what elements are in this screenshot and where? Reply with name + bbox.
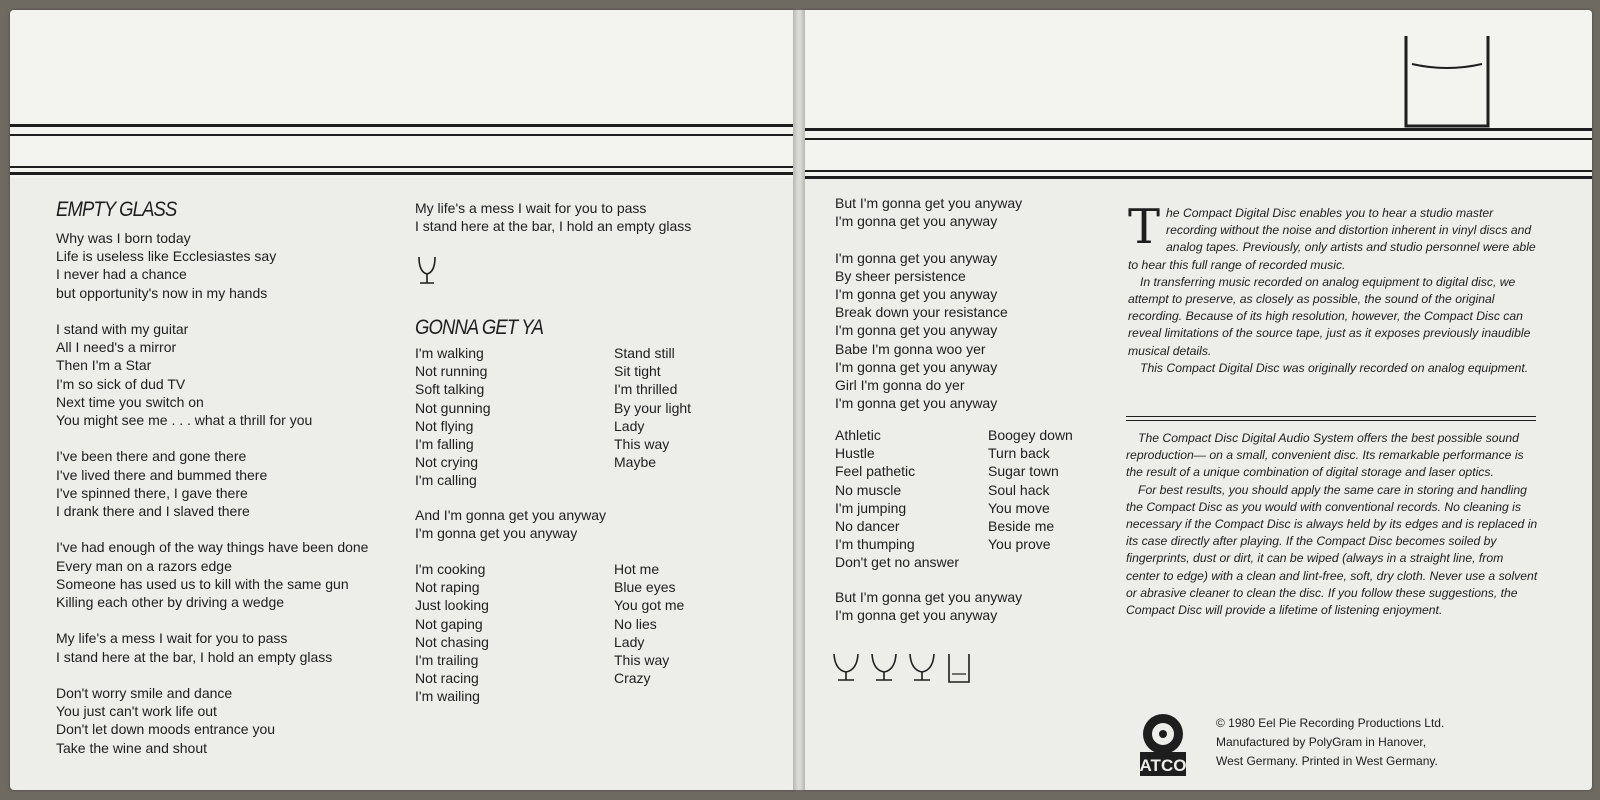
cd-notes-paragraph: The Compact Disc Digital Audio System offers the best possible sound reproduction— on a small, convenient disc. Its remarkable performance is the result of a unique combination of digital storage and laser optics. (1126, 431, 1524, 480)
song-title-gonna-get-ya: GONNA GET YA (415, 316, 544, 339)
stripe-rule (802, 138, 1592, 140)
copyright-line: © 1980 Eel Pie Recording Productions Ltd. (1216, 716, 1445, 730)
wine-glass-icon (870, 650, 898, 686)
wine-glass-icon (908, 650, 936, 686)
lyrics-verse-right: Stand still Sit tight I'm thrilled By your light Lady This way Maybe (614, 345, 692, 471)
stripe-rule (802, 176, 1592, 179)
lyrics-ending: But I'm gonna get you anyway I'm gonna get you anyway (835, 589, 1023, 624)
copyright-line: West Germany. Printed in West Germany. (1216, 754, 1438, 768)
atco-logo (1140, 712, 1186, 778)
stripe-rule (10, 172, 795, 175)
top-band (10, 10, 795, 178)
cd-notes-paragraph: In transferring music recorded on analog equipment to digital disc, we attempt to preserve, as closely as possible, the sound of the original recording. Because of its high resolution, however, the Compact Disc can reveal limitations of the source tape, just as it exposes previously inaudible musical details. (1128, 274, 1531, 358)
lyrics-verse-right: Hot me Blue eyes You got me No lies Lady This way Crazy (614, 561, 685, 687)
lyrics-gonna-get-ya-continued: But I'm gonna get you anyway I'm gonna get you anyway I'm gonna get you anyway By sheer persistence I'm gonna get you anyway Break down your resistance I'm gonna get you anyway Babe I'm gonna woo yer I'm gonna get you anyway Girl I'm gonna do yer I'm gonna get you anyway (835, 195, 1023, 412)
cd-notes-part1 (1128, 199, 1540, 377)
lyrics-list-left: Athletic Hustle Feel pathetic No muscle I'm jumping No dancer I'm thumping Don't get no answer (835, 427, 960, 571)
lyrics-verse-left: I'm cooking Not raping Just looking Not gaping Not chasing I'm trailing Not racing I'm wailing (415, 561, 489, 705)
cd-notes-paragraph: he Compact Digital Disc enables you to hear a studio master recording without the noise and distortion inherent in vinyl discs and analog tapes. Previously, only artists and studio personnel were able to hear this full range of recorded music. (1128, 206, 1536, 272)
tumbler-glass-icon (946, 652, 972, 684)
lyrics-empty-glass-continued: My life's a mess I wait for you to pass I stand here at the bar, I hold an empty glass (415, 200, 692, 235)
copyright-line: Manufactured by PolyGram in Hanover, (1216, 735, 1427, 749)
wine-glass-icon (416, 254, 438, 288)
section-divider (1126, 420, 1536, 421)
stripe-rule (10, 124, 795, 127)
song-title-empty-glass: EMPTY GLASS (56, 198, 177, 221)
glasses-row (832, 650, 982, 690)
section-divider (1126, 416, 1536, 417)
cd-notes-paragraph: For best results, you should apply the same care in storing and handling the Compact Disc as you would with conventional records. No cleaning is necessary if the Compact Disc is always held by its edges and is replaced in its case directly after playing. If the Compact Disc becomes soiled by fingerprints, dust or dirt, it can be wiped (always in a straight line, from center to edge) with a clean and lint-free, soft, dry cloth. Never use a solvent or abrasive cleaner to clean the disc. If you follow these suggestions, the Compact Disc will provide a lifetime of listening enjoyment. (1126, 482, 1538, 618)
stripe-rule (802, 170, 1592, 172)
lyrics-verse-left: I'm walking Not running Soft talking Not gunning Not flying I'm falling Not crying I'm calling (415, 345, 491, 489)
drop-cap: T (1128, 199, 1161, 255)
book-spine (793, 10, 805, 790)
tumbler-glass-icon (1402, 34, 1492, 130)
atco-logo-text: ATCO (1140, 756, 1186, 775)
stripe-rule (10, 134, 795, 136)
lyrics-list-right: Boogey down Turn back Sugar town Soul hack You move Beside me You prove (988, 427, 1073, 553)
booklet-left-page (10, 10, 795, 790)
cd-notes-paragraph: This Compact Digital Disc was originally recorded on analog equipment. (1140, 360, 1529, 375)
lyrics-empty-glass: Why was I born today Life is useless like Ecclesiastes say I never had a chance but opportunity's now in my hands I stand with my guitar All I need's a mirror Then I'm a Star I'm so sick of dud TV Next time you switch on You might see me . . . what a thrill for you I've been there and gone there I've lived there and bummed there I've spinned there, I gave there I drank there and I slaved there I've had enough of the way things have been done Every man on a razors edge Someone has used us to kill with the same gun Killing each other by driving a wedge My life's a mess I wait for you to pass I stand here at the bar, I hold an empty glass Don't worry smile and dance You just can't work life out Don't let down moods entrance you Take the wine and shout (56, 230, 369, 756)
cd-notes-part2 (1126, 430, 1538, 619)
wine-glass-icon (832, 650, 860, 686)
stripe-rule (10, 166, 795, 168)
copyright-block (1216, 714, 1444, 771)
lyrics-chorus: And I'm gonna get you anyway I'm gonna get you anyway (415, 507, 607, 542)
